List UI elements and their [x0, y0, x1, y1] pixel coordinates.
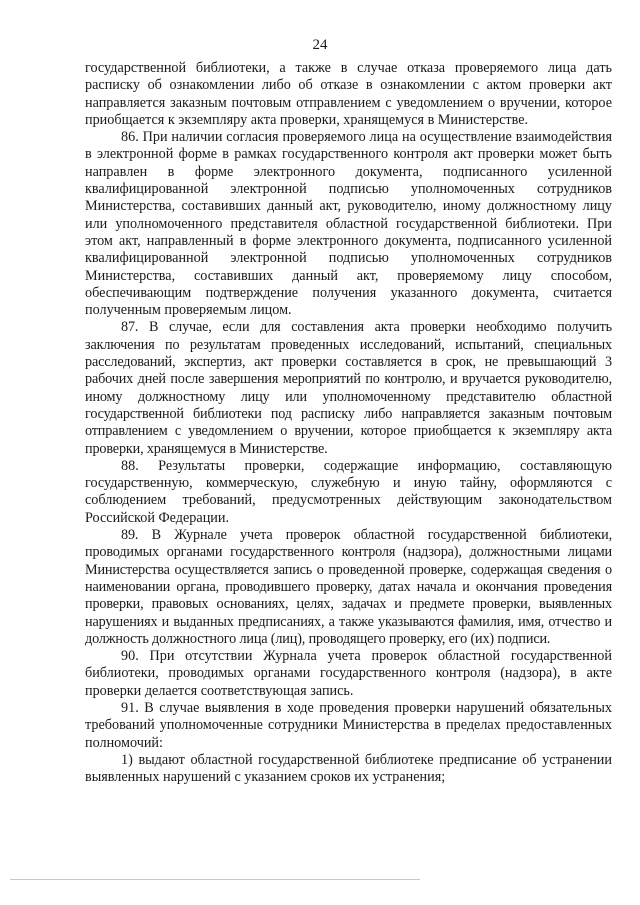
paragraph-88: 88. Результаты проверки, содержащие информацию, составляющую государственную, коммерческую, служебную и иную тайну, оформляются с соблюдением требований, предусмотренных действующим законодательством Российской Федерации. — [85, 457, 612, 526]
page-number: 24 — [312, 37, 328, 53]
paragraph-90: 90. При отсутствии Журнала учета проверок областной государственной библиотеки, проводимых органами государственного контроля (надзора), в акте проверки делается соответствующая запись. — [85, 648, 612, 699]
paragraph-86: 86. При наличии согласия проверяемого лица на осуществление взаимодействия в электронной форме в рамках государственного контроля акт проверки может быть направлен в форме электронного документа, подписанного усиленной квалифицированной электронной подписью уполномоченных сотрудников Министерства, составивших данный акт, руководителю, иному должностному лицу или уполномоченного представителя областной государственной библиотеки. При этом акт, направленный в форме электронного документа, подписанного усиленной квалифицированной электронной подписью уполномоченных сотрудников Министерства, составивших данный акт, проверяемому лицу способом, обеспечивающим подтверждение получения указанного документа, считается полученным проверяемым лицом. — [85, 129, 612, 319]
paragraph-continuation: государственной библиотеки, а также в случае отказа проверяемого лица дать расписку об ознакомлении либо об отказе в ознакомлении с актом проверки акт направляется заказным почтовым отправлением с уведомлением о вручении, которое приобщается к экземпляру акта проверки, хранящемуся в Министерстве. — [85, 60, 612, 128]
footer-rule — [10, 879, 420, 880]
paragraph-87: 87. В случае, если для составления акта проверки необходимо получить заключения по результатам проведенных исследований, испытаний, специальных расследований, экспертиз, акт проверки составляется в срок, не превышающий 3 рабочих дней после завершения мероприятий по контролю, и вручается руководителю, иному должностному лицу или уполномоченному представителю областной государственной библиотеки под расписку либо направляется заказным почтовым отправлением с уведомлением о вручении, которое приобщается к экземпляру акта проверки, хранящемуся в Министерстве. — [85, 319, 612, 457]
paragraph-89: 89. В Журнале учета проверок областной государственной библиотеки, проводимых органами государственного контроля (надзора), должностными лицами Министерства осуществляется запись о проведенной проверке, содержащая сведения о наименовании органа, проводившего проверку, датах начала и окончания проведения проверки, правовых основаниях, целях, задачах и предмете проверки, выявленных нарушениях и выданных предписаниях, а также указываются фамилия, имя, отчество и должность должностного лица (лиц), проводящего проверку, его (их) подписи. — [85, 527, 612, 647]
paragraph-91-item-1: 1) выдают областной государственной библиотеке предписание об устранении выявленных нарушений с указанием сроков их устранения; — [85, 751, 612, 786]
paragraph-91: 91. В случае выявления в ходе проведения проверки нарушений обязательных требований уполномоченные сотрудники Министерства в пределах предоставленных полномочий: — [85, 699, 612, 751]
document-body — [85, 60, 612, 786]
